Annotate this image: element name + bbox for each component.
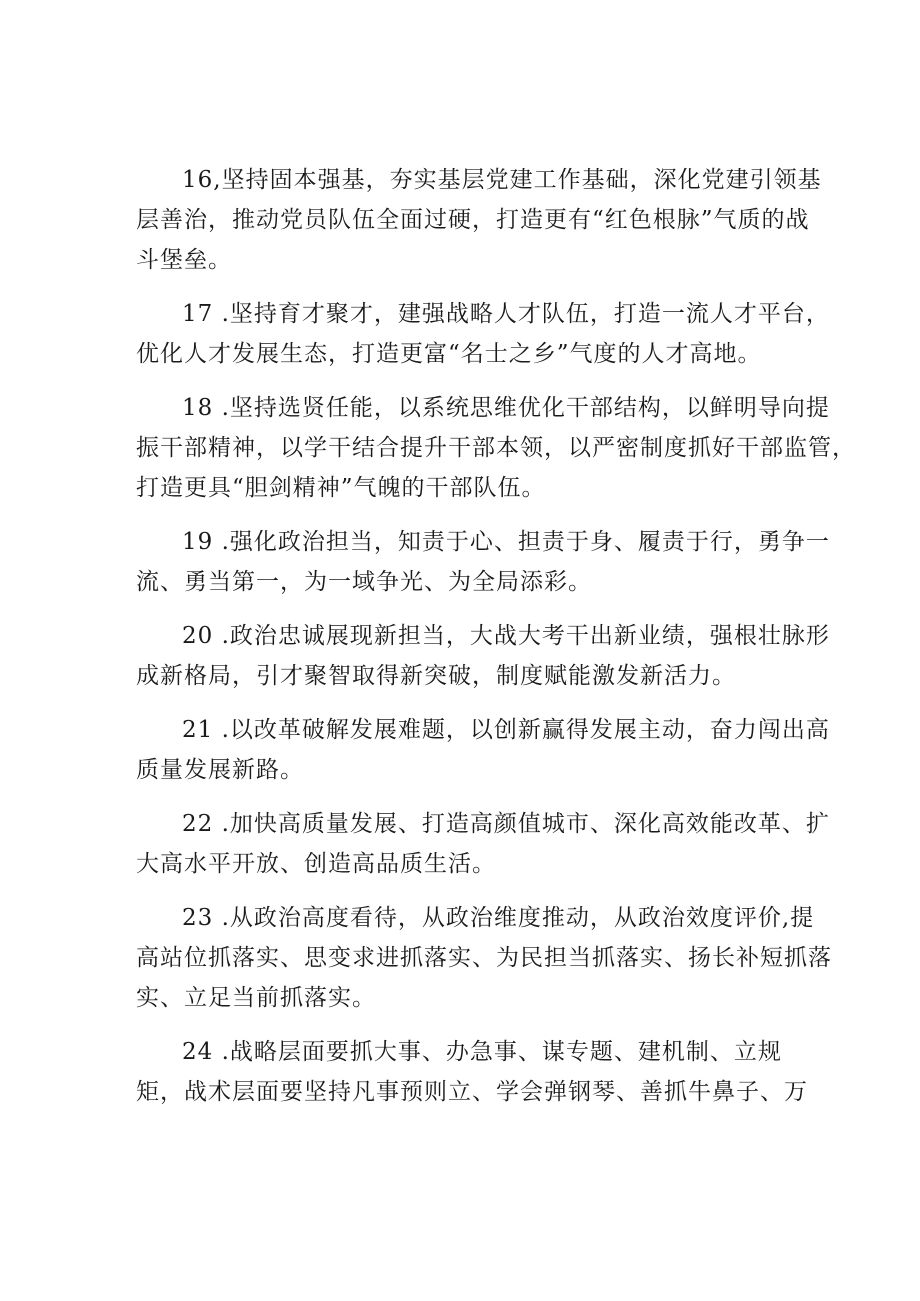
paragraph-line: 振干部精神，以学干结合提升干部本领，以严密制度抓好干部监管， — [136, 435, 856, 461]
paragraph-line: 16,坚持固本强基，夯实基层党建工作基础，深化党建引领基 — [182, 167, 822, 193]
paragraph-line: 流、勇当第一，为一域争光、为全局添彩。 — [136, 569, 592, 595]
document-body — [136, 160, 856, 1126]
paragraph-line: 质量发展新路。 — [136, 757, 304, 783]
paragraph-line: 实、立足当前抓落实。 — [136, 985, 376, 1011]
paragraph-line: 23 .从政治高度看待，从政治维度推动，从政治效度评价,提 — [182, 905, 815, 931]
paragraph-18 — [136, 388, 856, 508]
paragraph-line: 层善治，推动党员队伍全面过硬，打造更有“红色根脉”气质的战 — [136, 207, 810, 233]
paragraph-line: 20 .政治忠诚展现新担当，大战大考干出新业绩，强根壮脉形 — [182, 623, 830, 649]
paragraph-line: 斗堡垒。 — [136, 247, 232, 273]
paragraph-23 — [136, 898, 832, 1018]
paragraph-line: 优化人才发展生态，打造更富“名士之乡”气度的人才高地。 — [136, 341, 762, 367]
paragraph-24 — [136, 1032, 808, 1112]
paragraph-22 — [136, 804, 830, 884]
paragraph-20 — [136, 616, 830, 696]
paragraph-line: 22 .加快高质量发展、打造高颜值城市、深化高效能改革、扩 — [182, 811, 830, 837]
paragraph-line: 成新格局，引才聚智取得新突破，制度赋能激发新活力。 — [136, 663, 736, 689]
paragraph-line: 矩，战术层面要坚持凡事预则立、学会弹钢琴、善抓牛鼻子、万 — [136, 1079, 808, 1105]
paragraph-16 — [136, 160, 822, 280]
paragraph-line: 高站位抓落实、思变求进抓落实、为民担当抓落实、扬长补短抓落 — [136, 945, 832, 971]
paragraph-line: 18 .坚持选贤任能，以系统思维优化干部结构，以鲜明导向提 — [182, 395, 830, 421]
paragraph-line: 17 .坚持育才聚才，建强战略人才队伍，打造一流人才平台， — [182, 301, 830, 327]
paragraph-line: 打造更具“胆剑精神”气魄的干部队伍。 — [136, 475, 546, 501]
paragraph-17 — [136, 294, 830, 374]
paragraph-line: 19 .强化政治担当，知责于心、担责于身、履责于行，勇争一 — [182, 529, 830, 555]
paragraph-line: 24 .战略层面要抓大事、办急事、谋专题、建机制、立规 — [182, 1039, 782, 1065]
paragraph-line: 21 .以改革破解发展难题，以创新赢得发展主动，奋力闯出高 — [182, 717, 830, 743]
paragraph-19 — [136, 522, 830, 602]
paragraph-line: 大高水平开放、创造高品质生活。 — [136, 851, 496, 877]
paragraph-21 — [136, 710, 830, 790]
